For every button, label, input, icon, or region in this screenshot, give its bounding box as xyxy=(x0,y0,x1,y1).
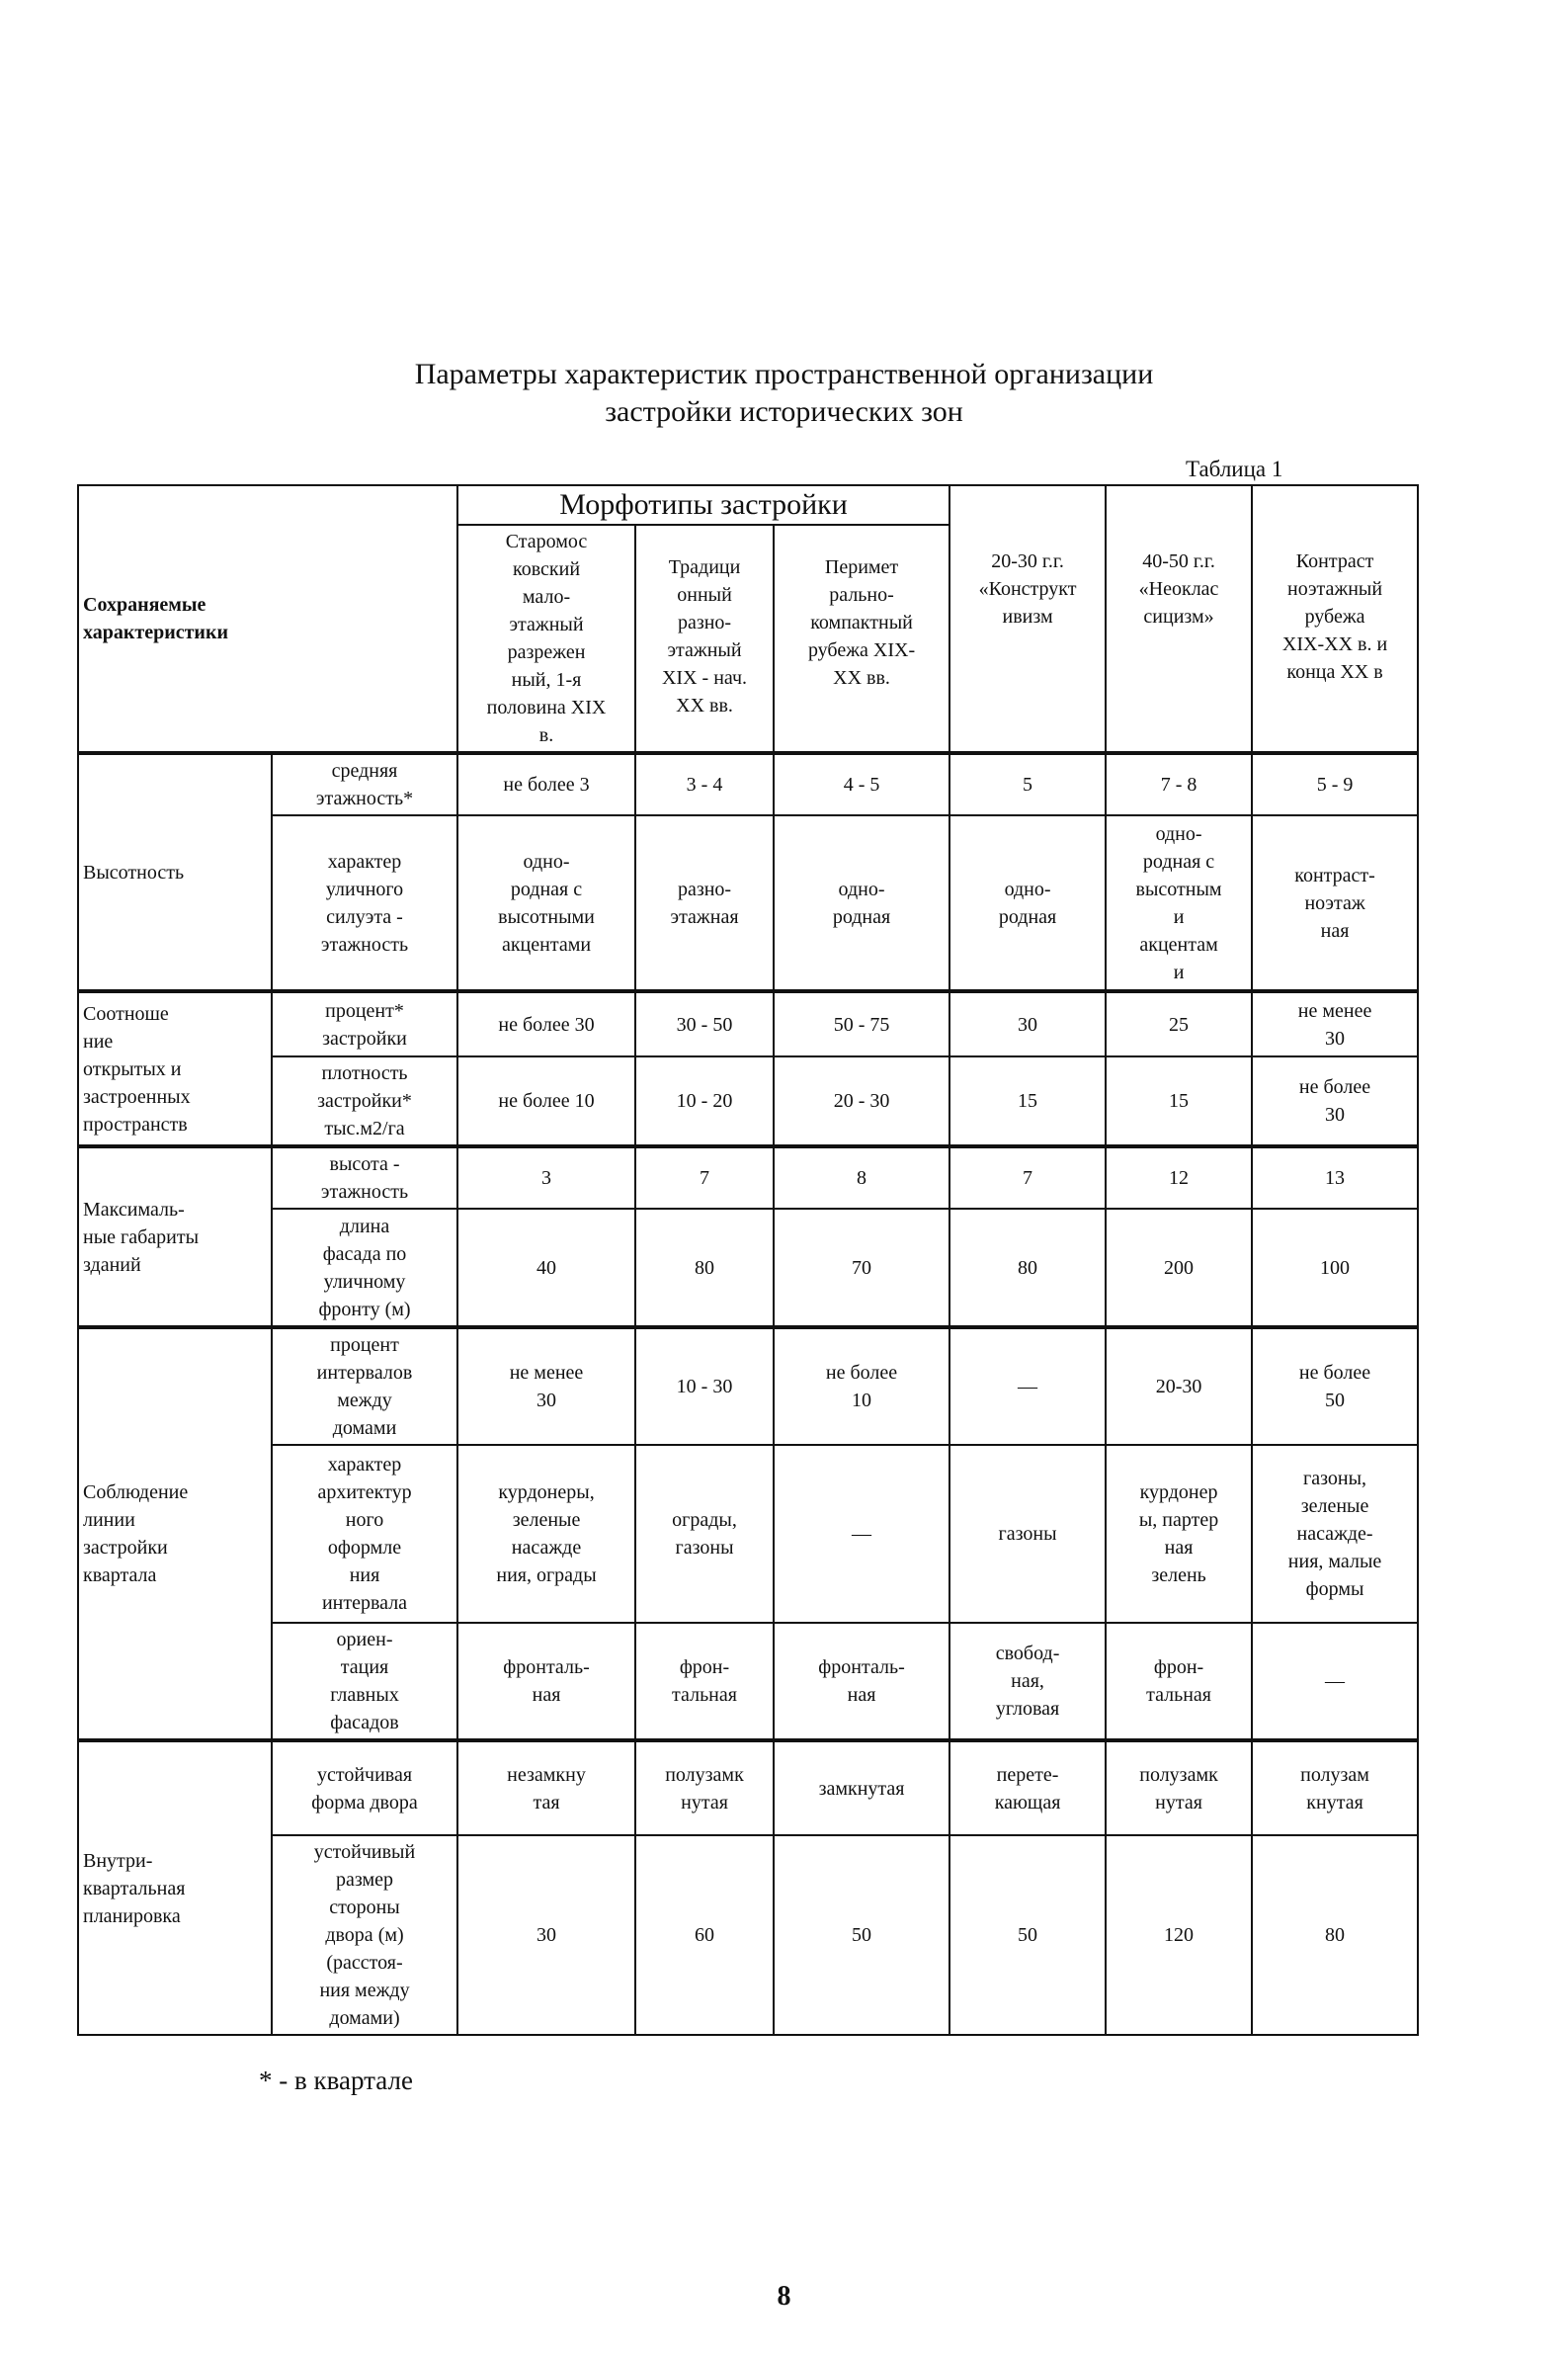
parameter-cell: устойчивый размер стороны двора (м) (расстоя- ния между домами) xyxy=(272,1835,457,2035)
open-built-ratio-section-label: Соотноше ние открытых и застроенных пространств xyxy=(78,991,272,1146)
building-line-section-label: Соблюдение линии застройки квартала xyxy=(78,1327,272,1740)
table-row xyxy=(78,753,1418,815)
value-cell: свобод- ная, угловая xyxy=(949,1623,1106,1740)
column-header-contrast: Контраст ноэтажный рубежа XIX-XX в. и конца XX в xyxy=(1252,485,1418,753)
value-cell: полузам кнутая xyxy=(1252,1740,1418,1835)
parameter-cell: устойчивая форма двора xyxy=(272,1740,457,1835)
value-cell: — xyxy=(774,1445,949,1623)
parameter-cell: процент* застройки xyxy=(272,991,457,1056)
value-cell: 3 xyxy=(457,1146,635,1209)
intra-block-section-label: Внутри- квартальная планировка xyxy=(78,1740,272,2035)
table-row xyxy=(78,1146,1418,1209)
value-cell: 4 - 5 xyxy=(774,753,949,815)
value-cell: контраст- ноэтаж ная xyxy=(1252,815,1418,991)
table-row xyxy=(78,1445,1418,1623)
value-cell: одно- родная с высотным и акцентам и xyxy=(1106,815,1252,991)
value-cell: не более 10 xyxy=(457,1056,635,1146)
value-cell: 3 - 4 xyxy=(635,753,774,815)
value-cell: одно- родная с высотными акцентами xyxy=(457,815,635,991)
table-row xyxy=(78,815,1418,991)
table-row xyxy=(78,1327,1418,1445)
value-cell: 60 xyxy=(635,1835,774,2035)
value-cell: ограды, газоны xyxy=(635,1445,774,1623)
value-cell: 7 xyxy=(949,1146,1106,1209)
value-cell: 15 xyxy=(1106,1056,1252,1146)
value-cell: курдонер ы, партер ная зелень xyxy=(1106,1445,1252,1623)
value-cell: 80 xyxy=(949,1209,1106,1327)
value-cell: фронталь- ная xyxy=(457,1623,635,1740)
value-cell: не менее 30 xyxy=(457,1327,635,1445)
height-section-label: Высотность xyxy=(78,753,272,991)
column-header-perimeter: Перимет рально- компактный рубежа XIX- XX вв. xyxy=(774,525,949,753)
value-cell: не более 10 xyxy=(774,1327,949,1445)
header-row-1 xyxy=(78,485,1418,525)
value-cell: 80 xyxy=(1252,1835,1418,2035)
value-cell: 20 - 30 xyxy=(774,1056,949,1146)
value-cell: 8 xyxy=(774,1146,949,1209)
value-cell: курдонеры, зеленые насажде ния, ограды xyxy=(457,1445,635,1623)
header-corner-cell: Сохраняемые характеристики xyxy=(78,485,457,753)
value-cell: 200 xyxy=(1106,1209,1252,1327)
table-row xyxy=(78,991,1418,1056)
value-cell: 13 xyxy=(1252,1146,1418,1209)
page-number: 8 xyxy=(777,2281,791,2312)
value-cell: незамкну тая xyxy=(457,1740,635,1835)
value-cell: 5 xyxy=(949,753,1106,815)
parameter-cell: длина фасада по уличному фронту (м) xyxy=(272,1209,457,1327)
table-row xyxy=(78,1056,1418,1146)
value-cell: 50 - 75 xyxy=(774,991,949,1056)
value-cell: 30 xyxy=(457,1835,635,2035)
parameter-cell: средняя этажность* xyxy=(272,753,457,815)
value-cell: 80 xyxy=(635,1209,774,1327)
document-title xyxy=(0,356,1568,431)
value-cell: 40 xyxy=(457,1209,635,1327)
parameter-cell: ориен- тация главных фасадов xyxy=(272,1623,457,1740)
column-header-old-moscow: Старомос ковский мало- этажный разрежен ный, 1-я половина XIX в. xyxy=(457,525,635,753)
value-cell: 10 - 20 xyxy=(635,1056,774,1146)
morphotypes-header: Морфотипы застройки xyxy=(457,485,949,525)
value-cell: 50 xyxy=(774,1835,949,2035)
title-line-1: Параметры характеристик пространственной организации xyxy=(414,358,1154,390)
value-cell: не более 30 xyxy=(1252,1056,1418,1146)
table-row xyxy=(78,1209,1418,1327)
value-cell: 70 xyxy=(774,1209,949,1327)
value-cell: фронталь- ная xyxy=(774,1623,949,1740)
max-dimensions-section-label: Максималь- ные габариты зданий xyxy=(78,1146,272,1327)
value-cell: газоны xyxy=(949,1445,1106,1623)
value-cell: одно- родная xyxy=(949,815,1106,991)
value-cell: перете- кающая xyxy=(949,1740,1106,1835)
value-cell: не менее 30 xyxy=(1252,991,1418,1056)
value-cell: 20-30 xyxy=(1106,1327,1252,1445)
value-cell: 25 xyxy=(1106,991,1252,1056)
footnote: * - в квартале xyxy=(259,2066,413,2095)
value-cell: полузамк нутая xyxy=(1106,1740,1252,1835)
table-row xyxy=(78,1623,1418,1740)
parameter-cell: характер архитектур ного оформле ния интервала xyxy=(272,1445,457,1623)
value-cell: фрон- тальная xyxy=(1106,1623,1252,1740)
value-cell: полузамк нутая xyxy=(635,1740,774,1835)
column-header-neoclassicism: 40-50 г.г. «Неоклас сицизм» xyxy=(1106,485,1252,753)
value-cell: не более 30 xyxy=(457,991,635,1056)
value-cell: 50 xyxy=(949,1835,1106,2035)
value-cell: 12 xyxy=(1106,1146,1252,1209)
parameters-table xyxy=(77,484,1419,2036)
table-row xyxy=(78,1740,1418,1835)
value-cell: не более 50 xyxy=(1252,1327,1418,1445)
title-line-2: застройки исторических зон xyxy=(605,395,963,428)
value-cell: 15 xyxy=(949,1056,1106,1146)
table-row xyxy=(78,1835,1418,2035)
value-cell: газоны, зеленые насажде- ния, малые формы xyxy=(1252,1445,1418,1623)
column-header-constructivism: 20-30 г.г. «Конструкт ивизм xyxy=(949,485,1106,753)
parameter-cell: плотность застройки* тыс.м2/га xyxy=(272,1056,457,1146)
value-cell: — xyxy=(1252,1623,1418,1740)
value-cell: — xyxy=(949,1327,1106,1445)
value-cell: 10 - 30 xyxy=(635,1327,774,1445)
value-cell: замкнутая xyxy=(774,1740,949,1835)
value-cell: 5 - 9 xyxy=(1252,753,1418,815)
value-cell: одно- родная xyxy=(774,815,949,991)
value-cell: разно- этажная xyxy=(635,815,774,991)
value-cell: 30 - 50 xyxy=(635,991,774,1056)
value-cell: 7 xyxy=(635,1146,774,1209)
value-cell: 120 xyxy=(1106,1835,1252,2035)
parameter-cell: процент интервалов между домами xyxy=(272,1327,457,1445)
value-cell: 30 xyxy=(949,991,1106,1056)
value-cell: не более 3 xyxy=(457,753,635,815)
column-header-traditional: Традици онный разно- этажный XIX - нач. XX вв. xyxy=(635,525,774,753)
value-cell: фрон- тальная xyxy=(635,1623,774,1740)
parameter-cell: характер уличного силуэта - этажность xyxy=(272,815,457,991)
parameter-cell: высота - этажность xyxy=(272,1146,457,1209)
table-label: Таблица 1 xyxy=(1186,457,1283,481)
value-cell: 100 xyxy=(1252,1209,1418,1327)
value-cell: 7 - 8 xyxy=(1106,753,1252,815)
